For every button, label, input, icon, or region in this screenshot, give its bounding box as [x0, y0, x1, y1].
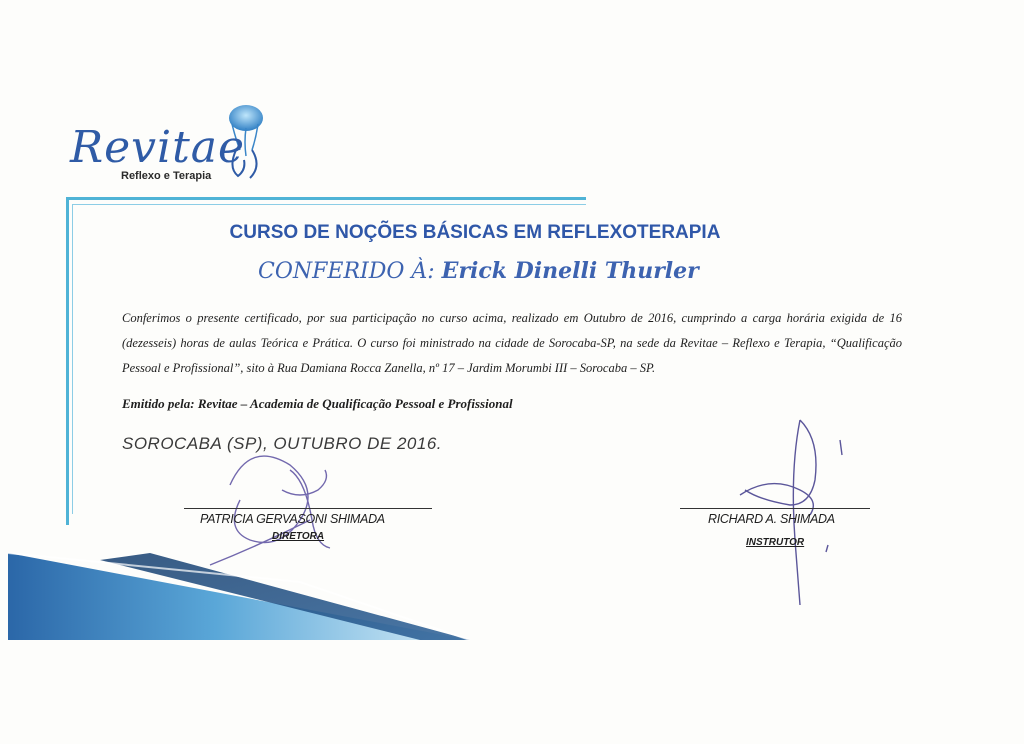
- place-date: SOROCABA (SP), OUTUBRO DE 2016.: [122, 434, 442, 453]
- signature-role-right: INSTRUTOR: [746, 537, 805, 548]
- signature-name-right: RICHARD A. SHIMADA: [708, 512, 835, 526]
- certificate-body: Conferimos o presente certificado, por sua participação no curso acima, realizado em Outubro de 2016, cumprindo a carga horária exigida de 16 (dezesseis) horas de aulas Teórica e Prática. O curso foi ministrado na cidade de Sorocaba-SP, na sede da Revitae – Reflexo e Terapia, “Qualificação Pessoal e Profissional”, sito à Rua Damiana Rocca Zanella, nº 17 – Jardim Morumbi III – Sorocaba – SP.: [122, 311, 902, 375]
- issued-by: Emitido pela: Revitae – Academia de Qualificação Pessoal e Profissional: [122, 396, 513, 411]
- certificate-title: CURSO DE NOÇÕES BÁSICAS EM REFLEXOTERAPIA: [229, 222, 721, 243]
- logo-subtitle: Reflexo e Terapia: [121, 170, 212, 182]
- conferred-line: [258, 258, 699, 284]
- signature-line-left: [184, 508, 432, 509]
- signature-line-right: [680, 508, 870, 509]
- conferred-prefix: CONFERIDO À:: [258, 259, 435, 284]
- signature-name-left: PATRICIA GERVASONI SHIMADA: [200, 512, 385, 526]
- recipient-name: Erick Dinelli Thurler: [441, 258, 699, 284]
- revitae-logo: [64, 100, 264, 190]
- signature-role-left: DIRETORA: [272, 531, 325, 542]
- signature-left-ink: [210, 456, 330, 565]
- logo-wordmark: Revitae: [70, 122, 246, 173]
